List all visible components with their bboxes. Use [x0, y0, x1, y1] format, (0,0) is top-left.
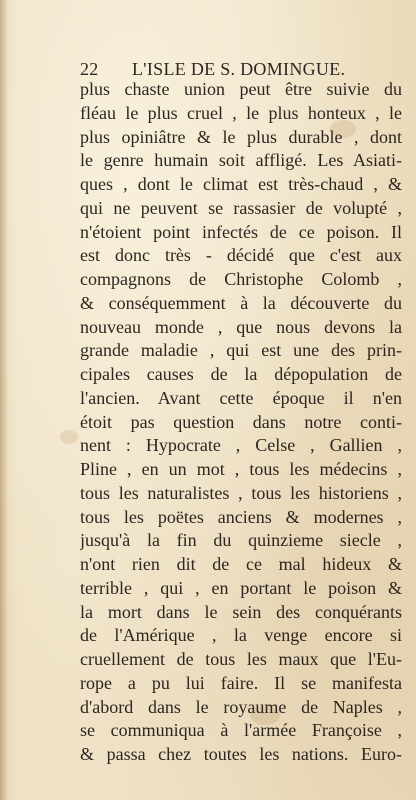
text-line: ques , dont le climat est très-chaud , &	[80, 174, 402, 194]
text-line: de l'Amérique , la venge encore si	[80, 625, 402, 646]
text-line: grande maladie , qui est une des prin-	[80, 340, 402, 361]
text-line: plus opiniâtre & le plus durable , dont	[80, 126, 402, 147]
text-line: & passa chez toutes les nations. Euro-	[80, 744, 402, 764]
text-line: nent : Hypocrate , Celse , Gallien ,	[80, 435, 402, 456]
text-line: le genre humain soit affligé. Les Asiati-	[80, 150, 402, 171]
text-line: Pline , en un mot , tous les médecins ,	[80, 459, 402, 479]
text-line: se communiqua à l'armée Françoise ,	[80, 720, 402, 741]
text-line: nouveau monde , que nous devons la	[80, 316, 402, 337]
text-line: tous les poëtes anciens & modernes ,	[80, 506, 402, 527]
text-line: d'abord dans le royaume de Naples ,	[80, 696, 402, 717]
text-line: l'ancien. Avant cette époque il n'en	[80, 387, 402, 408]
text-line: étoit pas question dans notre conti-	[80, 411, 402, 432]
running-title: L'ISLE DE S. DOMINGUE.	[132, 59, 346, 79]
page-number: 22	[80, 59, 99, 79]
text-line: compagnons de Christophe Colomb ,	[80, 269, 402, 289]
text-line: rope a pu lui faire. Il se manifesta	[80, 672, 402, 693]
body-text	[80, 78, 402, 767]
text-line: & conséquemment à la découverte du	[80, 292, 402, 313]
text-line: tous les naturalistes , tous les historiens ,	[80, 482, 402, 503]
text-line: est donc très - décidé que c'est aux	[80, 245, 402, 266]
text-line: cruellement de tous les maux que l'Eu-	[80, 649, 402, 669]
text-line: fléau le plus cruel , le plus honteux , le	[80, 102, 402, 123]
text-line: n'ont rien dit de ce mal hideux &	[80, 554, 402, 574]
text-line: la mort dans le sein des conquérants	[80, 601, 402, 622]
text-line: cipales causes de la dépopulation de	[80, 364, 402, 384]
text-line: plus chaste union peut être suivie du	[80, 79, 402, 99]
text-line: n'étoient point infectés de ce poison. Il	[80, 221, 402, 242]
text-line: qui ne peuvent se rassasier de volupté ,	[80, 197, 402, 218]
text-line: jusqu'à la fin du quinzieme siecle ,	[80, 530, 402, 551]
text-line: terrible , qui , en portant le poison &	[80, 577, 402, 598]
paper-stain	[60, 430, 78, 444]
